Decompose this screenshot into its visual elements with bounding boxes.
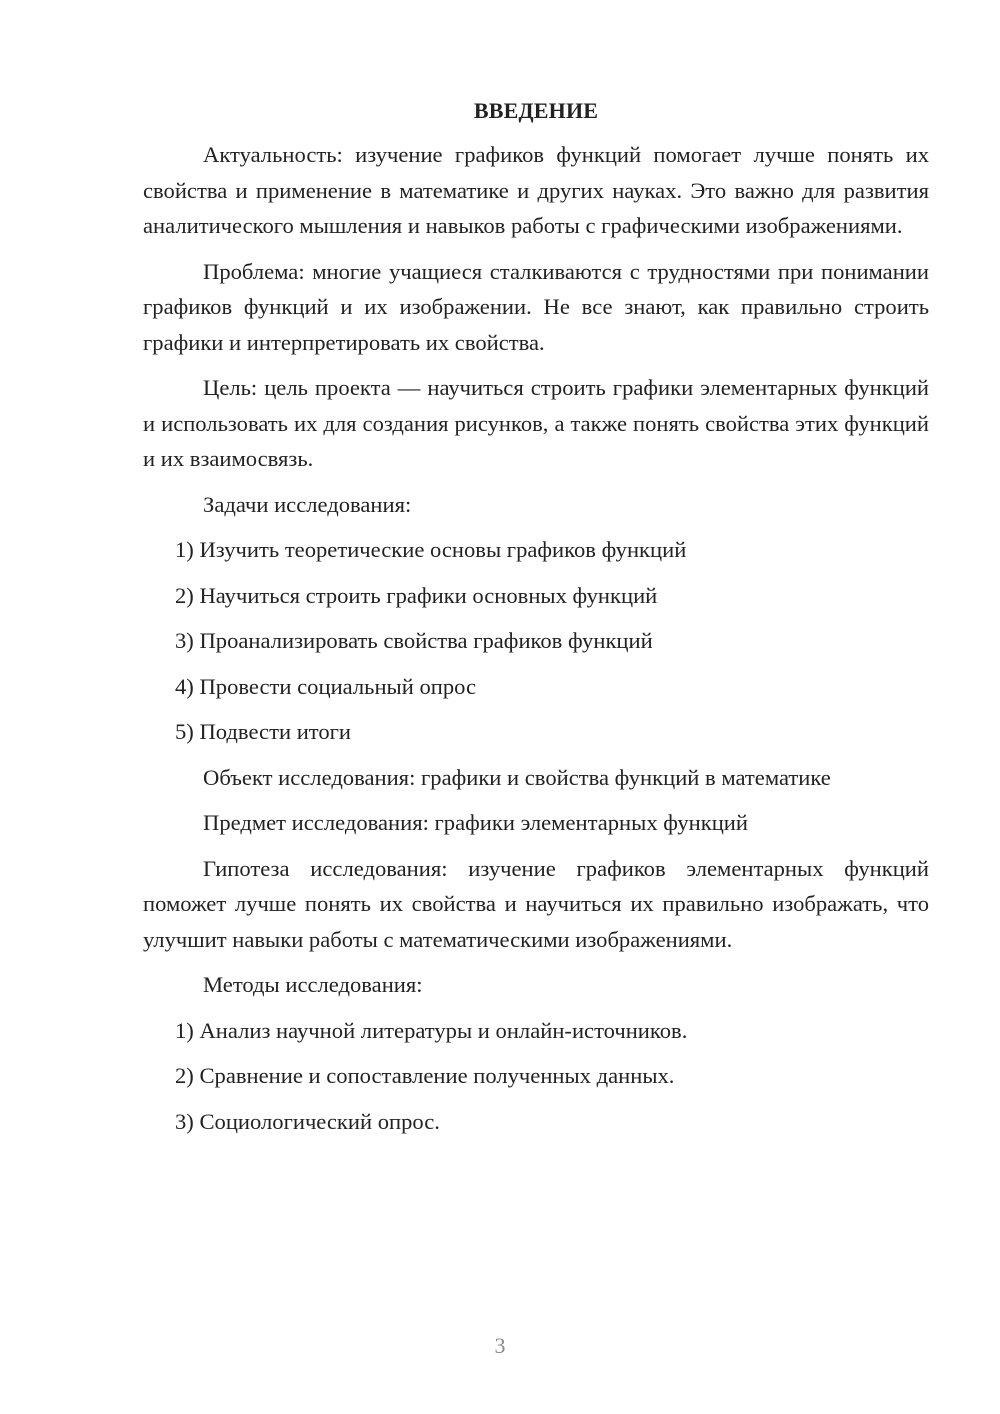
list-item: 3) Социологический опрос. bbox=[175, 1108, 440, 1134]
list-item: 3) Проанализировать свойства графиков функций bbox=[175, 628, 653, 653]
list-item: 1) Анализ научной литературы и онлайн-источников. bbox=[175, 1017, 688, 1043]
hypothesis-paragraph: Гипотеза исследования: изучение графиков элементарных функций поможет лучше понять их свойства и научиться их правильно изображать, что улучшит навыки работы с математическими изображениями. bbox=[143, 855, 929, 952]
list-item: 1) Изучить теоретические основы графиков функций bbox=[175, 537, 687, 562]
tasks-heading: Задачи исследования: bbox=[203, 491, 412, 517]
list-item: 4) Провести социальный опрос bbox=[175, 673, 477, 699]
list-item: 5) Подвести итоги bbox=[175, 719, 352, 744]
tasks-list bbox=[143, 532, 929, 750]
document-page bbox=[143, 95, 929, 1149]
subject-line: Предмет исследования: графики элементарных функций bbox=[203, 810, 748, 835]
list-item: 2) Научиться строить графики основных функций bbox=[175, 582, 658, 608]
section-title: ВВЕДЕНИЕ bbox=[473, 98, 599, 123]
methods-heading: Методы исследования: bbox=[203, 972, 423, 997]
problem-paragraph: Проблема: многие учащиеся сталкиваются с трудностями при понимании графиков функций и их изображении. Не все знают, как правильно строить графики и интерпретировать их свойства. bbox=[143, 258, 929, 355]
list-item: 2) Сравнение и сопоставление полученных данных. bbox=[175, 1063, 675, 1088]
goal-paragraph: Цель: цель проекта — научиться строить графики элементарных функций и использовать их для создания рисунков, а также понять свойства этих функций и их взаимосвязь. bbox=[143, 375, 929, 471]
page-number: 3 bbox=[494, 1333, 506, 1358]
methods-list bbox=[143, 1013, 929, 1140]
object-line: Объект исследования: графики и свойства функций в математике bbox=[203, 764, 831, 790]
relevance-paragraph: Актуальность: изучение графиков функций помогает лучше понять их свойства и применение в математике и других науках. Это важно для развития аналитического мышления и навыков работы с графическими изображениями. bbox=[143, 142, 929, 238]
